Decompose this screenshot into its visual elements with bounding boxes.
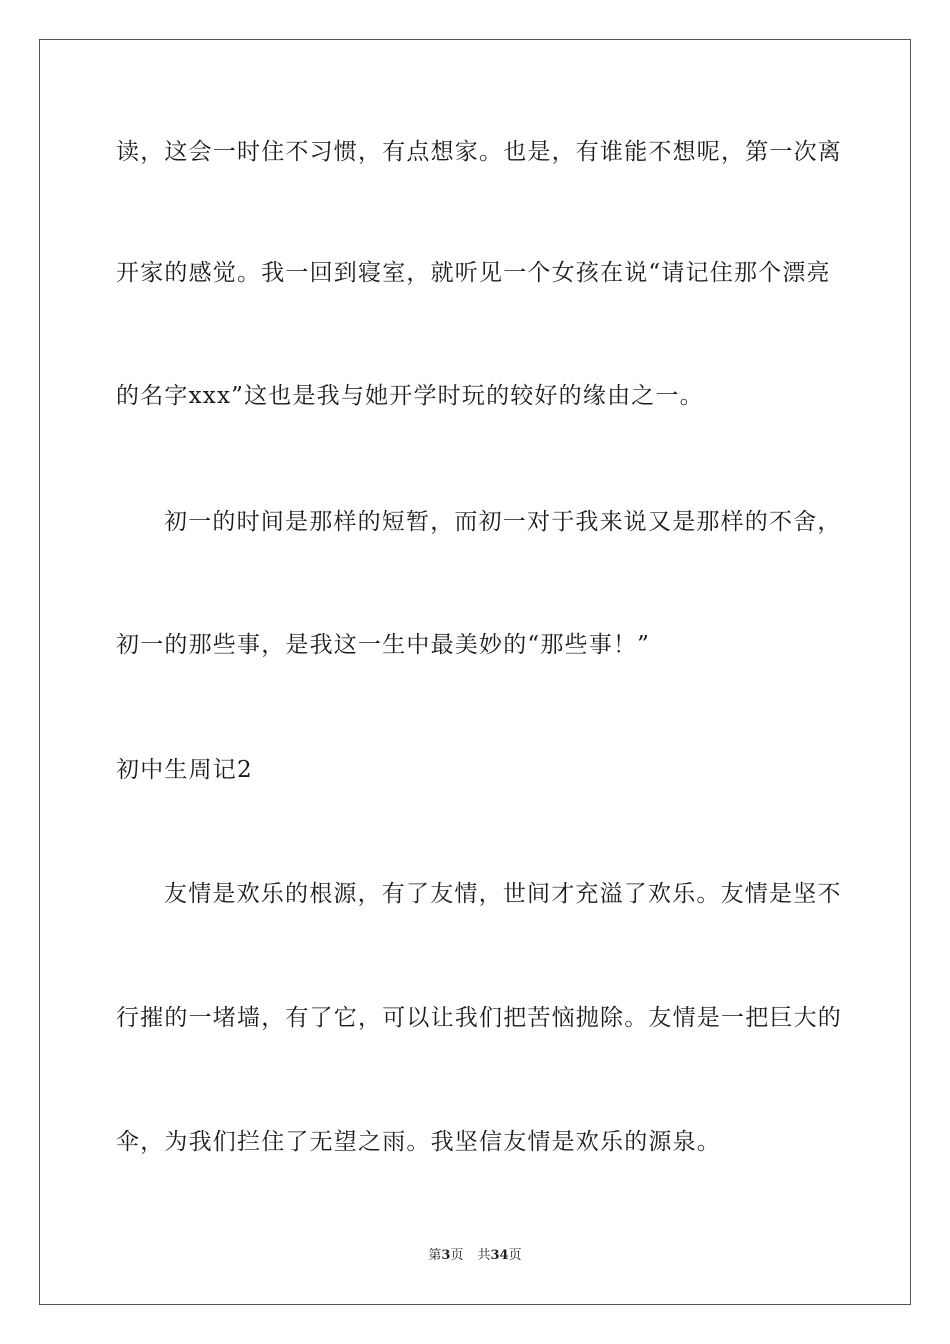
page-border [39,39,911,1305]
paragraph-line-indented: 初一的时间是那样的短暂，而初一对于我来说又是那样的不舍， [164,509,842,535]
paragraph-line: 的名字xxx”这也是我与她开学时玩的较好的缘由之一。 [116,383,704,409]
paragraph-line: 开家的感觉。我一回到寝室，就听见一个女孩在说“请记住那个漂亮 [116,260,831,286]
paragraph-line: 伞，为我们拦住了无望之雨。我坚信友情是欢乐的源泉。 [116,1129,721,1155]
page-prefix: 第 [428,1248,442,1263]
paragraph-line: 行摧的一堵墙，有了它，可以让我们把苦恼抛除。友情是一把巨大的 [116,1005,842,1031]
page-suffix: 页 [450,1248,464,1263]
paragraph-line: 初一的那些事，是我这一生中最美妙的“那些事！” [116,632,651,658]
paragraph-line: 读，这会一时住不习惯，有点想家。也是，有谁能不想呢，第一次离 [116,139,842,165]
total-prefix: 共 [477,1248,491,1263]
total-pages: 34 [490,1248,509,1263]
section-heading: 初中生周记2 [116,757,253,783]
total-suffix: 页 [508,1248,522,1263]
page-footer [0,1247,950,1265]
page-number: 3 [441,1248,451,1263]
paragraph-line-indented: 友情是欢乐的根源，有了友情，世间才充溢了欢乐。友情是坚不 [164,881,842,907]
